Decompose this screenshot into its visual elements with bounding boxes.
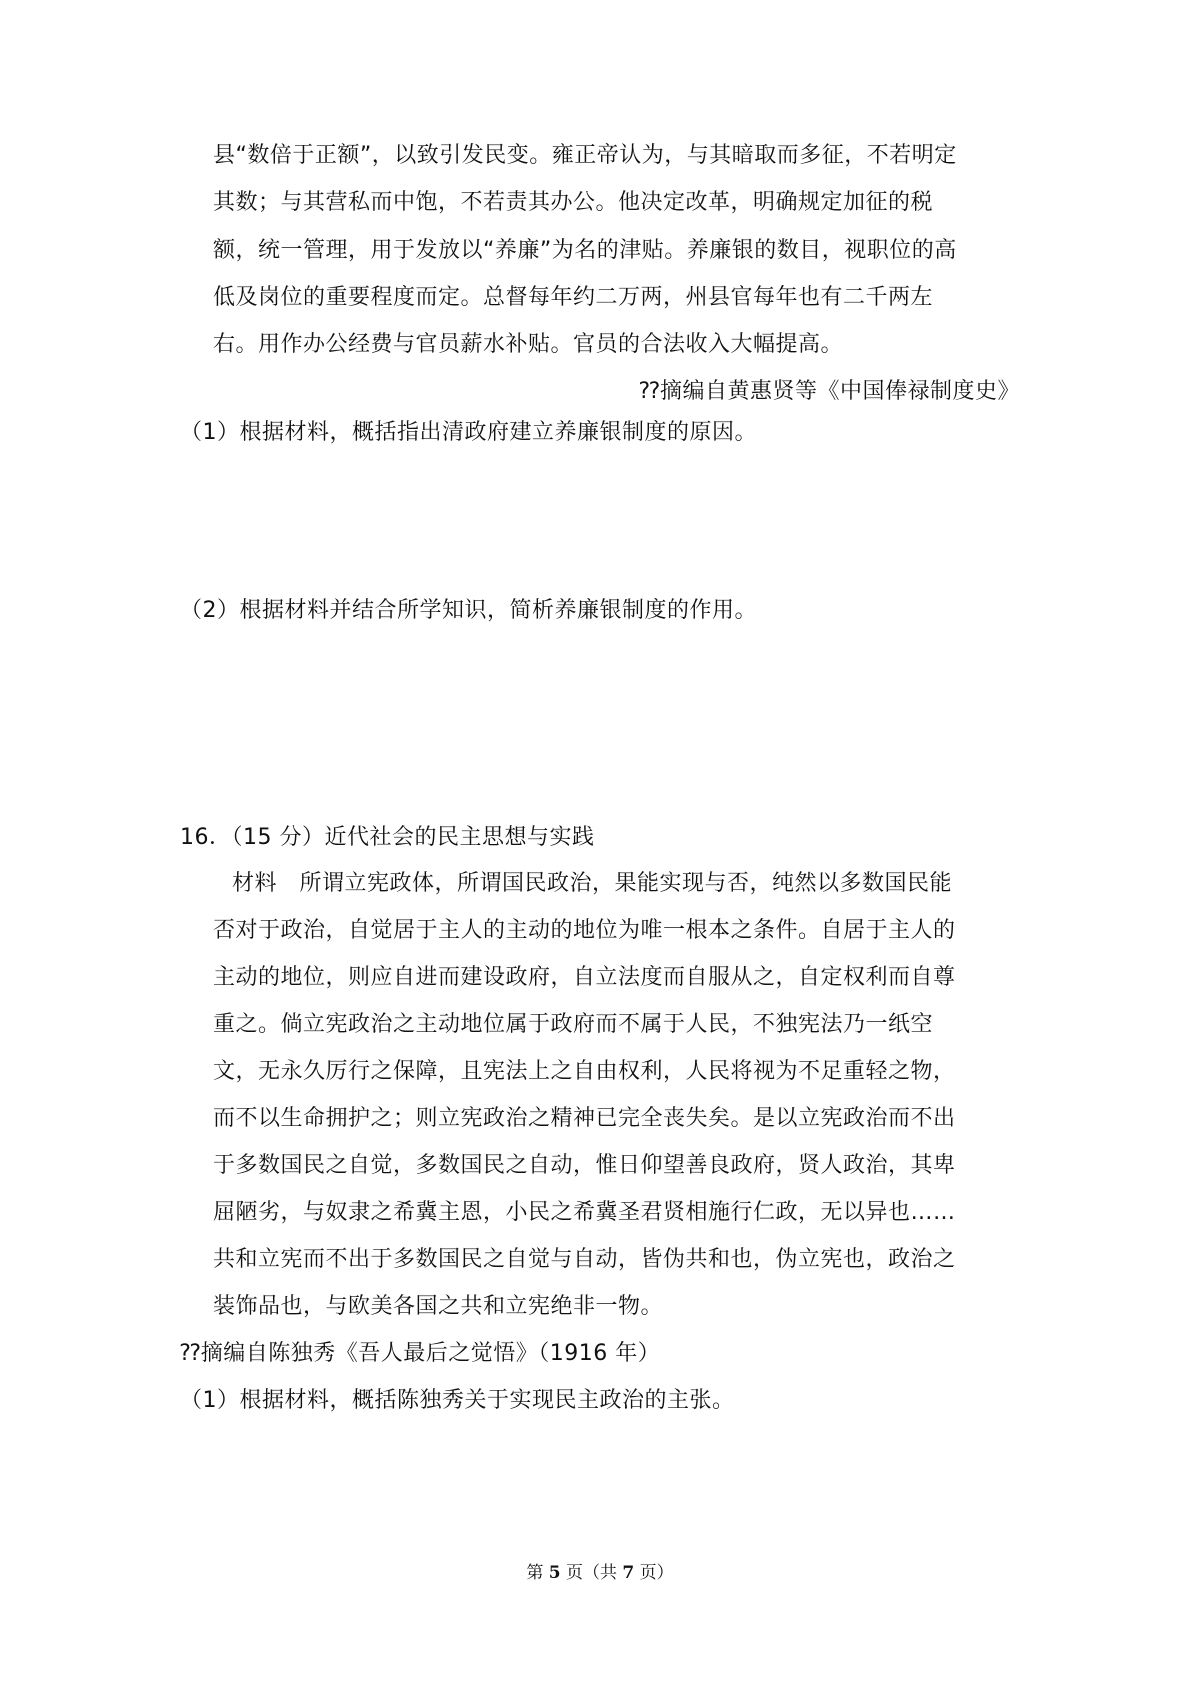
material-line: 否对于政治，自觉居于主人的主动的地位为唯一根本之条件。自居于主人的 xyxy=(213,918,956,943)
passage-source: ⁇摘编自黄惠贤等《中国俸禄制度史》 xyxy=(639,379,1020,404)
page-footer xyxy=(0,1558,1200,1583)
material-line: 共和立宪而不出于多数国民之自觉与自动，皆伪共和也，伪立宪也，政治之 xyxy=(213,1247,956,1272)
material-line: 重之。倘立宪政治之主动地位属于政府而不属于人民，不独宪法乃一纸空 xyxy=(213,1012,934,1037)
material-line: 于多数国民之自觉，多数国民之自动，惟日仰望善良政府，贤人政治，其卑 xyxy=(213,1153,956,1178)
sub-question-1: （1）根据材料，概括指出清政府建立养廉银制度的原因。 xyxy=(180,420,757,445)
footer-suffix: 页） xyxy=(634,1563,674,1583)
footer-prefix: 第 xyxy=(526,1563,549,1583)
footer-middle: 页（共 xyxy=(560,1563,623,1583)
material-line: 文，无永久厉行之保障，且宪法上之自由权利，人民将视为不足重轻之物， xyxy=(213,1059,956,1084)
passage-line: 低及岗位的重要程度而定。总督每年约二万两，州县官每年也有二千两左 xyxy=(213,285,934,310)
material-line: 屈陋劣，与奴隶之希冀主恩，小民之希冀圣君贤相施行仁政，无以异也…… xyxy=(213,1200,956,1225)
question-16-sub-1: （1）根据材料，概括陈独秀关于实现民主政治的主张。 xyxy=(180,1388,735,1413)
passage-line: 县“数倍于正额”，以致引发民变。雍正帝认为，与其暗取而多征，不若明定 xyxy=(213,143,957,168)
material-line: 主动的地位，则应自进而建设政府，自立法度而自服从之，自定权利而自尊 xyxy=(213,965,956,990)
passage-line: 右。用作办公经费与官员薪水补贴。官员的合法收入大幅提高。 xyxy=(213,332,844,357)
total-page-number: 7 xyxy=(622,1563,635,1583)
question-16-title: 16．（15 分）近代社会的民主思想与实践 xyxy=(180,825,595,850)
material-line: 材料 所谓立宪政体，所谓国民政治，果能实现与否，纯然以多数国民能 xyxy=(232,871,953,896)
current-page-number: 5 xyxy=(548,1563,561,1583)
material-line: 而不以生命拥护之；则立宪政治之精神已完全丧失矣。是以立宪政治而不出 xyxy=(213,1106,956,1131)
passage-line: 额，统一管理，用于发放以“养廉”为名的津贴。养廉银的数目，视职位的高 xyxy=(213,238,957,263)
sub-question-2: （2）根据材料并结合所学知识，简析养廉银制度的作用。 xyxy=(180,598,757,623)
passage-line: 其数；与其营私而中饱，不若责其办公。他决定改革，明确规定加征的税 xyxy=(213,190,934,215)
material-line: 装饰品也，与欧美各国之共和立宪绝非一物。 xyxy=(213,1294,664,1319)
material-source: ⁇摘编自陈独秀《吾人最后之觉悟》（1916 年） xyxy=(180,1341,661,1366)
